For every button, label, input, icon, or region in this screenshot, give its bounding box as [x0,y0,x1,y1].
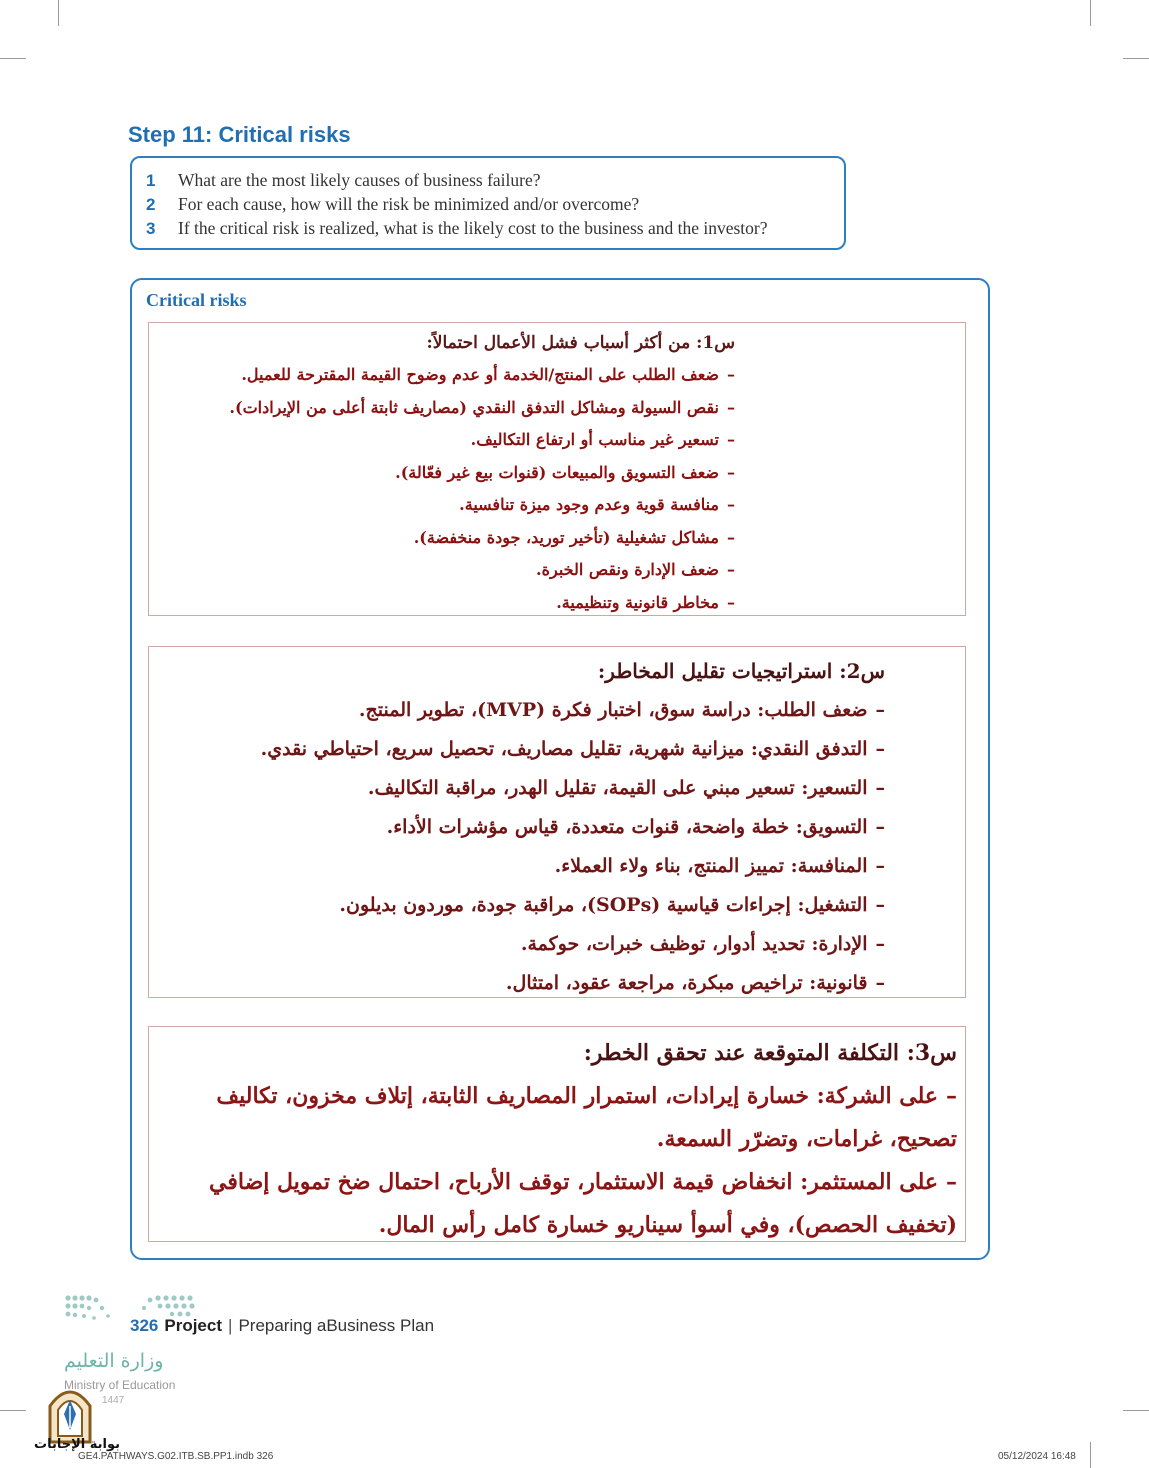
answer-item: –التشغيل: إجراءات قياسية (SOPs)، مراقبة جودة، موردون بديلون. [339,894,885,916]
answer-panel-1 [148,322,966,616]
page-footer [130,1316,434,1336]
answer-item: –المنافسة: تمييز المنتج، بناء ولاء العملاء. [554,855,885,877]
answer-heading: س1: من أكثر أسباب فشل الأعمال احتمالاً: [426,333,735,353]
footer-subtitle: Preparing aBusiness Plan [238,1316,435,1335]
footer-section: Project [164,1316,223,1335]
answer-item: –مشاكل تشغيلية (تأخير توريد، جودة منخفضة). [413,527,735,547]
answer-item: –التسعير: تسعير مبني على القيمة، تقليل الهدر، مراقبة التكاليف. [367,777,885,799]
print-file-info: GE4.PATHWAYS.G02.ITB.SB.PP1.indb 326 [78,1451,274,1462]
crop-mark [1090,0,1091,26]
question-text: If the critical risk is realized, what is the likely cost to the business and the investor? [178,218,768,238]
answer-item: –ضعف الإدارة ونقص الخبرة. [536,560,735,579]
answer-item: –منافسة قوية وعدم وجود ميزة تنافسية. [459,495,735,514]
question-text: What are the most likely causes of business failure? [178,170,541,190]
answer-item: –التدفق النقدي: ميزانية شهرية، تقليل مصاريف، تحصيل سريع، احتياطي نقدي. [260,738,885,760]
crop-mark [58,0,59,26]
question-row [146,194,844,218]
answer-item: –تسعير غير مناسب أو ارتفاع التكاليف. [470,430,735,449]
seal-icon [46,1384,94,1444]
page-number: 326 [130,1316,159,1335]
watermark-text: بوابة الإجابات [34,1437,120,1452]
question-row [146,218,844,242]
answer-item: –التسويق: خطة واضحة، قنوات متعددة، قياس مؤشرات الأداء. [386,816,885,838]
answer-item: –مخاطر قانونية وتنظيمية. [556,592,735,612]
crop-mark [0,58,26,59]
question-row [146,170,844,194]
answer-item: –قانونية: تراخيص مبكرة، مراجعة عقود، امتثال. [505,972,885,994]
answer-item: –ضعف الطلب: دراسة سوق، اختبار فكرة (MVP)، تطوير المنتج. [358,699,885,721]
question-number: 3 [146,219,156,238]
answer-item: –ضعف التسويق والمبيعات (قنوات بيع غير فعّالة). [395,462,735,482]
ministry-year: 1447 [102,1395,125,1406]
answer-item: –ضعف الطلب على المنتج/الخدمة أو عدم وضوح القيمة المقترحة للعميل. [241,365,735,384]
answer-item: –على الشركة: خسارة إيرادات، استمرار المصاريف الثابتة، إتلاف مخزون، تكاليف تصحيح، غرامات، وتضرّر السمعة. [216,1083,957,1152]
crop-mark [1123,58,1149,59]
question-text: For each cause, how will the risk be minimized and/or overcome? [178,194,640,214]
questions-box [130,156,846,250]
footer-separator: | [228,1316,233,1335]
answer-panel-3 [148,1026,966,1242]
answer-heading: س2: استراتيجيات تقليل المخاطر: [597,659,885,683]
crop-mark [1123,1410,1149,1411]
question-number: 1 [146,171,156,190]
answer-item: –نقص السيولة ومشاكل التدفق النقدي (مصاريف ثابتة أعلى من الإيرادات). [229,397,735,417]
print-date-info: 05/12/2024 16:48 [998,1451,1076,1462]
crop-mark [0,1410,26,1411]
answer-heading: س3: التكلفة المتوقعة عند تحقق الخطر: [583,1040,957,1066]
step-title: Step 11: Critical risks [128,122,351,147]
answer-item: –على المستثمر: انخفاض قيمة الاستثمار، توقف الأرباح، احتمال ضخ تمويل إضافي (تخفيف الحصص)، وفي أسوأ سيناريو خسارة كامل رأس المال. [209,1169,957,1238]
question-number: 2 [146,195,156,214]
ministry-name-arabic: وزارة التعليم [64,1350,164,1372]
crop-mark [1090,1442,1091,1468]
answer-panel-2 [148,646,966,998]
answer-item: –الإدارة: تحديد أدوار، توظيف خبرات، حوكمة. [520,933,885,955]
ministry-name-english: Ministry of Education [64,1378,176,1392]
critical-risks-title: Critical risks [146,290,247,310]
